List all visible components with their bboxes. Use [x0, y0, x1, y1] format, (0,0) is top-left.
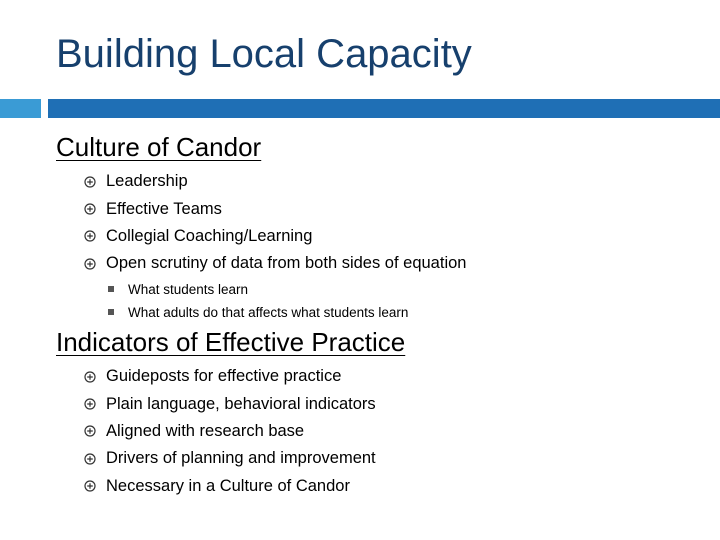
list-item-text: Guideposts for effective practice [106, 367, 342, 386]
circled-plus-bullet-icon [84, 176, 106, 188]
list-item-text: Leadership [106, 172, 188, 191]
list-item-text: Drivers of planning and improvement [106, 449, 376, 468]
list-item-text: Plain language, behavioral indicators [106, 394, 376, 413]
list-item [84, 363, 376, 390]
circled-plus-bullet-icon [84, 371, 106, 383]
circled-plus-bullet-icon [84, 453, 106, 465]
circled-plus-bullet-icon [84, 398, 106, 410]
circled-plus-bullet-icon [84, 230, 106, 242]
list-item-text: Necessary in a Culture of Candor [106, 476, 350, 495]
list-item [84, 445, 376, 472]
culture-of-candor-list [84, 168, 466, 324]
list-item-text: Effective Teams [106, 199, 222, 218]
list-item [84, 223, 466, 250]
list-item-text: Collegial Coaching/Learning [106, 226, 313, 245]
list-item [84, 195, 466, 222]
list-item [84, 390, 376, 417]
section-heading-culture-of-candor: Culture of Candor [56, 132, 262, 162]
list-item [84, 473, 376, 500]
circled-plus-bullet-icon [84, 480, 106, 492]
list-item-text: Aligned with research base [106, 421, 305, 440]
sub-list-item-text: What students learn [128, 281, 249, 297]
indicators-list [84, 363, 376, 500]
circled-plus-bullet-icon [84, 425, 106, 437]
circled-plus-bullet-icon [84, 258, 106, 270]
list-item [84, 250, 466, 277]
square-bullet-icon [108, 286, 128, 292]
accent-bar [48, 99, 720, 118]
section-heading-indicators: Indicators of Effective Practice [56, 327, 406, 357]
sub-list-item-text: What adults do that affects what students learn [128, 304, 409, 320]
list-item-text: Open scrutiny of data from both sides of equation [106, 254, 467, 273]
sub-list-item [108, 301, 466, 324]
sub-list-item [108, 278, 466, 301]
circled-plus-bullet-icon [84, 203, 106, 215]
square-bullet-icon [108, 309, 128, 315]
accent-bar-small [0, 99, 41, 118]
slide-title: Building Local Capacity [56, 32, 472, 76]
list-item [84, 418, 376, 445]
list-item [84, 168, 466, 195]
